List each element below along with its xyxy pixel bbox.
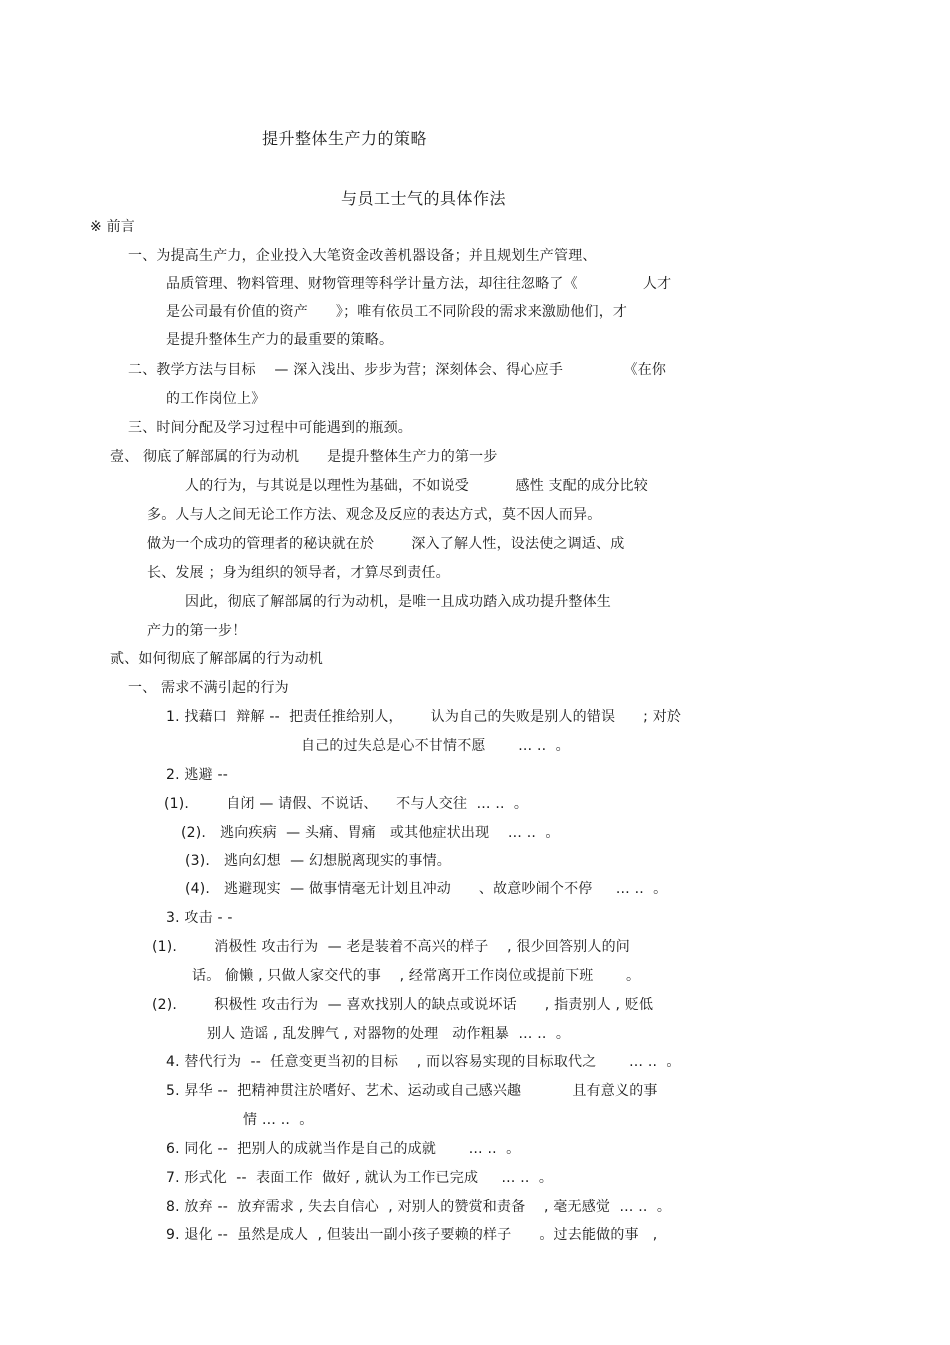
- text-line: 一、为提高生产力，企业投入大笔资金改善机器设备；并且规划生产管理、: [128, 248, 597, 264]
- text-line: 长、发展 ；身为组织的领导者，才算尽到责任。: [147, 565, 450, 581]
- text-line: 是提升整体生产力的最重要的策略。: [166, 332, 394, 348]
- text-line: 别人 造谣 , 乱发脾气 , 对器物的处理 动作粗暴 … .. 。: [207, 1026, 571, 1042]
- text-line: 人的行为，与其说是以理性为基础，不如说受 感性 支配的成分比较: [185, 478, 648, 494]
- list-item: 3. 攻击 - -: [166, 910, 233, 926]
- section-foreword: ※ 前言: [90, 219, 135, 235]
- section-heading: 壹、 彻底了解部属的行为动机 是提升整体生产力的第一步: [110, 449, 498, 465]
- subsection-heading: 一、 需求不满引起的行为: [128, 680, 289, 696]
- document-subtitle: 与员工士气的具体作法: [341, 189, 507, 208]
- text-line: 的工作岗位上》: [166, 391, 266, 407]
- document-title: 提升整体生产力的策略: [262, 129, 428, 148]
- text-line: 多。人与人之间无论工作方法、观念及反应的表达方式，莫不因人而异。: [147, 507, 602, 523]
- list-item: 6. 同化 -- 把别人的成就当作是自己的成就 … .. 。: [166, 1141, 521, 1157]
- text-line: 情 … .. 。: [243, 1112, 314, 1128]
- text-line: 二、教学方法与目标 — 深入浅出、步步为营；深刻体会、得心应手 《在你: [128, 362, 667, 378]
- list-subitem: (1). 消极性 攻击行为 — 老是装着不高兴的样子 , 很少回答别人的问: [152, 939, 630, 955]
- text-line: 自己的过失总是心不甘情不愿 … .. 。: [301, 738, 570, 754]
- list-item: 9. 退化 -- 虽然是成人 , 但装出一副小孩子要赖的样子 。过去能做的事 ,: [166, 1227, 658, 1243]
- text-line: 因此，彻底了解部属的行为动机，是唯一且成功踏入成功提升整体生: [185, 594, 611, 610]
- list-subitem: (4). 逃避现实 — 做事情毫无计划且冲动 、故意吵闹个不停 … .. 。: [185, 881, 668, 897]
- list-subitem: (2). 逃向疾病 — 头痛、胃痛 或其他症状出现 … .. 。: [181, 825, 560, 841]
- text-line: 品质管理、物料管理、财物管理等科学计量方法，却往往忽略了《 人才: [166, 276, 672, 292]
- text-line: 做为一个成功的管理者的秘诀就在於 深入了解人性，设法使之调适、成: [147, 536, 625, 552]
- list-item: 2. 逃避 --: [166, 767, 228, 783]
- list-item: 7. 形式化 -- 表面工作 做好 , 就认为工作已完成 … .. 。: [166, 1170, 554, 1186]
- text-line: 话。 偷懒 , 只做人家交代的事 , 经常离开工作岗位或提前下班 。: [192, 968, 641, 984]
- list-subitem: (2). 积极性 攻击行为 — 喜欢找别人的缺点或说坏话 , 指责别人 , 贬低: [152, 997, 654, 1013]
- text-line: 产力的第一步！: [147, 623, 247, 639]
- text-line: 三、时间分配及学习过程中可能遇到的瓶颈。: [128, 420, 412, 436]
- section-heading: 贰、如何彻底了解部属的行为动机: [110, 651, 323, 667]
- list-item: 5. 昇华 -- 把精神贯注於嗜好、艺术、运动或自己感兴趣 且有意义的事: [166, 1083, 658, 1099]
- text-line: 是公司最有价值的资产 》；唯有依员工不同阶段的需求来激励他们，才: [166, 304, 628, 320]
- list-subitem: (1). 自闭 — 请假、不说话、 不与人交往 … .. 。: [164, 796, 529, 812]
- list-item: 4. 替代行为 -- 任意变更当初的目标 , 而以容易实现的目标取代之 … .. 。: [166, 1054, 681, 1070]
- list-subitem: (3). 逃向幻想 — 幻想脱离现实的事情。: [185, 853, 451, 869]
- list-item: 8. 放弃 -- 放弃需求 , 失去自信心 , 对别人的赞赏和责备 , 毫无感觉 … .. 。: [166, 1199, 672, 1215]
- list-item: 1. 找藉口 辩解 -- 把责任推给别人， 认为自己的失败是别人的错误 ; 对於: [166, 709, 682, 725]
